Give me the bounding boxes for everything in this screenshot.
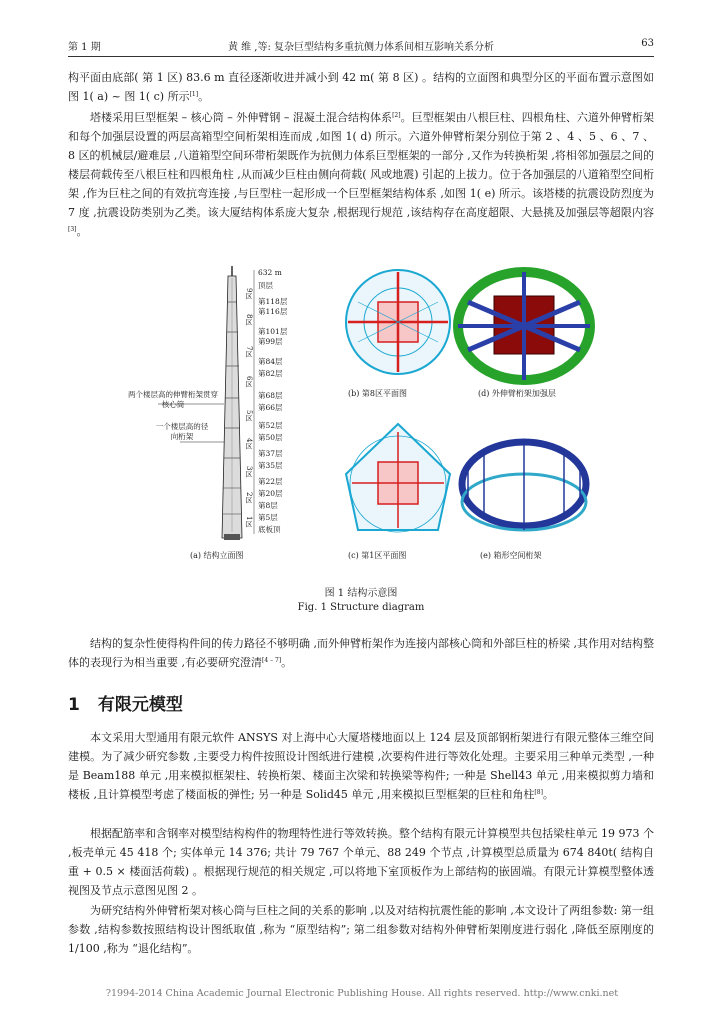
section-heading <box>68 690 183 715</box>
outrigger-truss-3d <box>458 272 590 380</box>
floor-label: 第101层 <box>258 327 288 336</box>
floor-label: 顶层 <box>258 281 273 290</box>
radial-truss-annotation: 一个楼层高的径向桁架 <box>155 422 209 441</box>
copyright-footer: ?1994-2014 China Academic Journal Electronic Publishing House. All rights reserved. http://www.cnki.net <box>105 988 619 999</box>
floor-label: 第35层 <box>258 461 283 470</box>
page-number: 63 <box>641 38 654 49</box>
zone-label: 2区 <box>245 492 253 504</box>
zone-label: 5区 <box>245 410 253 422</box>
floor-label: 第37层 <box>258 449 283 458</box>
floor-label: 第99层 <box>258 337 283 346</box>
paragraph-2: 塔楼采用巨型框架 – 核心筒 – 外伸臂钢 – 混凝土混合结构体系[2]。巨型框架由八根巨柱、四根角柱、六道外伸臂桁架和每个加强层设置的两层高箱型空间桁架相连而成 ,如图 1( d) 所示。六道外伸臂桁架分别位于第 2 、4 、5 、6 、7 、8 区的机械层/避难层 ,八道箱型空间环带桁架既作为抗侧力体系巨型框架的一部分 ,又作为转换桁架 ,将相邻加强层之间的楼层荷载传至八根巨柱和四根角柱 ,从而减少巨柱由侧向荷载( 风或地震) 引起的上拔力。位于各加强层的八道箱型空间桁架 ,作为巨柱之间的有效抗弯连接 ,与巨型柱一起形成一个巨型框架结构体系 ,如图 1( e) 所示。该塔楼的抗震设防烈度为 7 度 ,抗震设防类别为乙类。该大厦结构体系庞大复杂 ,根据现行规范 ,该结构存在高度超限、大悬挑及加强层等超限内容[3]。 <box>68 111 655 238</box>
floor-label: 第52层 <box>258 421 283 430</box>
box-space-truss-3d <box>462 442 586 530</box>
panel-a-label: (a) 结构立面图 <box>190 551 244 560</box>
zone-label: 4区 <box>245 438 253 450</box>
paragraph-4: 本文采用大型通用有限元软件 ANSYS 对上海中心大厦塔楼地面以上 124 层及顶部钢桁架进行有限元整体三维空间建模。为了减少研究参数 ,主要受力构件按照设计图纸进行建模 ,次要构件进行等效化处理。主要采用三种单元类型 ,一种是 Beam188 单元 ,用来模拟框架柱、转换桁架、楼面主次梁和转换梁等构件; 一种是 Shell43 单元 ,用来模拟剪力墙和楼板 ,且计算模型考虑了楼面板的弹性; 另一种是 Solid45 单元 ,用来模拟巨型框架的巨柱和角柱[8]。 <box>68 731 654 801</box>
floor-label: 第50层 <box>258 433 283 442</box>
outrigger-annotation: 两个楼层高的伸臂桁架贯穿核心筒 <box>128 390 218 409</box>
floor-label: 第66层 <box>258 403 283 412</box>
paragraph-1: 构平面由底部( 第 1 区) 83.6 m 直径逐渐收进并减小到 42 m( 第 8 区) 。结构的立面图和典型分区的平面布置示意图如图 1( a) ~ 图 1( c) 所示[1]。 <box>68 71 654 103</box>
floor-label: 第116层 <box>258 307 288 316</box>
plan-zone-1 <box>346 424 450 532</box>
paragraph-3: 结构的复杂性使得构件间的传力路径不够明确 ,而外伸臂桁架作为连接内部核心筒和外部巨柱的桥梁 ,其作用对结构整体的表现行为相当重要 ,有必要研究澄清[4 – 7]。 <box>68 637 654 669</box>
floor-label: 第68层 <box>258 391 283 400</box>
header-rule <box>68 56 654 57</box>
floor-label: 第84层 <box>258 357 283 366</box>
zone-label: 1区 <box>245 516 253 528</box>
figure-1-graphic <box>128 262 600 576</box>
panel-e-label: (e) 箱形空间桁架 <box>480 551 542 560</box>
paragraph-5: 根据配筋率和含钢率对模型结构构件的物理特性进行等效转换。整个结构有限元计算模型共包括梁柱单元 19 973 个 ,板壳单元 45 418 个; 实体单元 14 376; 共计 79 767 个单元、88 249 个节点 ,计算模型总质量为 674 840t( 结构自重 + 0.5 × 楼面活荷载) 。根据现行规范的相关规定 ,可以将地下室顶板作为上部结构的嵌固端。有限元计算模型整体透视图及节点示意图见图 2 。 <box>68 827 654 897</box>
zone-label: 7区 <box>245 346 253 358</box>
paragraph-6: 为研究结构外伸臂桁架对核心筒与巨柱之间的关系的影响 ,以及对结构抗震性能的影响 ,本文设计了两组参数: 第一组参数 ,结构参数按照结构设计图纸取值 ,称为 “原型结构”; 第二组参数对结构外伸臂桁架刚度进行弱化 ,降低至原刚度的 1/100 ,称为 “退化结构”。 <box>68 904 654 955</box>
floor-label: 第82层 <box>258 369 283 378</box>
height-label: 632 m <box>258 268 282 277</box>
running-title: 黄 维 ,等: 复杂巨型结构多重抗侧力体系间相互影响关系分析 <box>227 42 495 53</box>
running-header <box>68 38 654 56</box>
issue-label: 第 1 期 <box>68 42 101 53</box>
floor-label: 第22层 <box>258 477 283 486</box>
floor-label: 第5层 <box>258 513 278 522</box>
panel-b-label: (b) 第8区平面图 <box>348 389 407 398</box>
zone-label: 8区 <box>245 314 253 326</box>
figure-caption-en: Fig. 1 Structure diagram <box>297 602 425 613</box>
floor-label: 第118层 <box>258 297 288 306</box>
figure-caption-cn: 图 1 结构示意图 <box>324 588 398 599</box>
floor-label: 第20层 <box>258 489 283 498</box>
section-title: 有限元模型 <box>97 695 183 715</box>
plan-zone-8 <box>346 270 450 374</box>
zone-label: 9区 <box>245 288 253 300</box>
zone-label: 3区 <box>245 466 253 478</box>
section-number: 1 <box>68 695 80 715</box>
panel-d-label: (d) 外伸臂桁架加强层 <box>478 389 556 398</box>
zone-label: 6区 <box>245 376 253 388</box>
panel-c-label: (c) 第1区平面图 <box>348 551 407 560</box>
figure-1 <box>128 262 600 576</box>
floor-label: 底板顶 <box>258 525 281 534</box>
floor-label: 第8层 <box>258 501 278 510</box>
